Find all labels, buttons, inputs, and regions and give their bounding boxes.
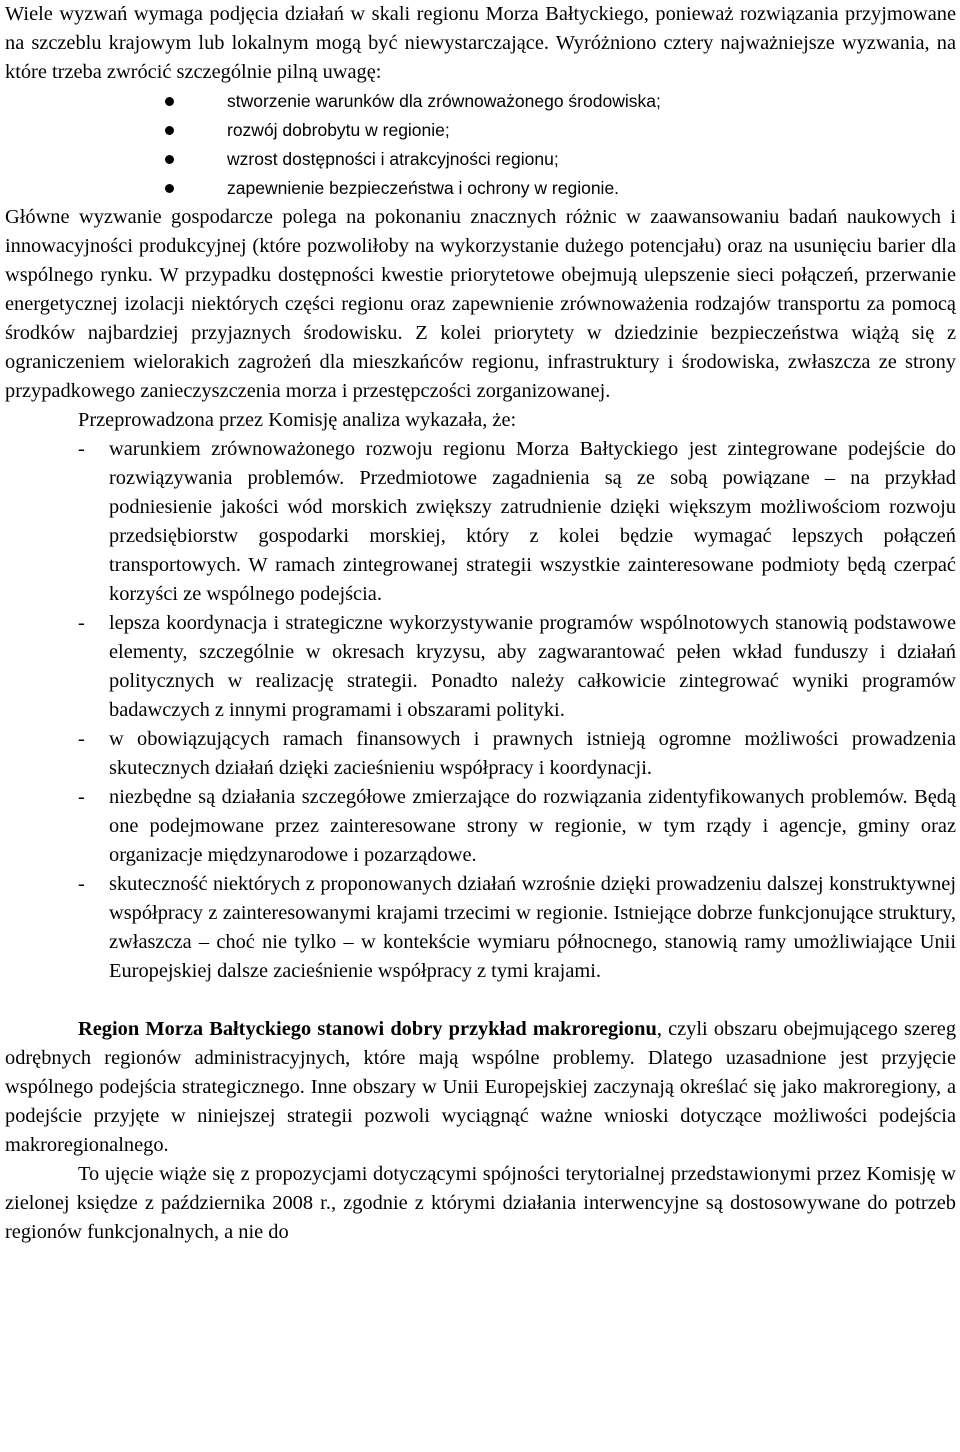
bullet-icon (165, 97, 174, 106)
challenges-list (5, 87, 956, 203)
findings-list (5, 435, 956, 986)
macroregion-text: , czyli obszaru obejmującego szereg odrębnych regionów administracyjnych, które mają wspólne problemy. Dlatego uzasadnione jest przyjęcie wspólnego podejścia strategicznego. Inne obszary w Unii Europejskiej zaczynają określać się jako makroregiony, a podejście przyjęte w niniejszej strategii pozwoli wyciągnąć ważne wnioski dotyczące możliwości podejścia makroregionalnego. (5, 1018, 957, 1156)
list-item: - warunkiem zrównoważonego rozwoju regionu Morza Bałtyckiego jest zintegrowane podejście do rozwiązywania problemów. Przedmiotowe zagadnienia są ze sobą powiązane – na przykład podniesienie jakości wód morskich zwiększy zatrudnienie dzięki większym możliwościom rozwoju przedsiębiorstw gospodarki morskiej, który z kolei będzie wymagać lepszych połączeń transportowych. W ramach zintegrowanej strategii wszystkie zainteresowane podmioty będą czerpać korzyści ze wspólnego podejścia. (5, 435, 956, 609)
list-item: zapewnienie bezpieczeństwa i ochrony w regionie. (5, 174, 956, 203)
intro-paragraph: Wiele wyzwań wymaga podjęcia działań w skali regionu Morza Bałtyckiego, ponieważ rozwiązania przyjmowane na szczeblu krajowym lub lokalnym mogą być niewystarczające. Wyróżniono cztery najważniejsze wyzwania, na które trzeba zwrócić szczególnie pilną uwagę: (5, 3, 956, 83)
bullet-icon (165, 155, 174, 164)
list-item: - niezbędne są działania szczegółowe zmierzające do rozwiązania zidentyfikowanych problemów. Będą one podejmowane przez zainteresowane strony w regionie, w tym rządy i agencje, gminy oraz organizacje międzynarodowe i pozarządowe. (5, 783, 956, 870)
macroregion-paragraph (5, 1015, 956, 1160)
list-item: - lepsza koordynacja i strategiczne wykorzystywanie programów wspólnotowych stanowią podstawowe elementy, szczególnie w okresach kryzysu, aby zagwarantować pełen wkład funduszy i działań politycznych w realizację strategii. Ponadto należy całkowicie zintegrować wyniki programów badawczych z innymi programami i obszarami polityki. (5, 609, 956, 725)
dash-marker: - (78, 786, 85, 808)
list-item: - w obowiązujących ramach finansowych i prawnych istnieją ogromne możliwości prowadzenia skutecznych działań dzięki zacieśnieniu współpracy i koordynacji. (5, 725, 956, 783)
list-item: rozwój dobrobytu w regionie; (5, 116, 956, 145)
macroregion-bold-lead: Region Morza Bałtyckiego stanowi dobry przykład makroregionu (78, 1018, 657, 1040)
dash-marker: - (78, 728, 85, 750)
dash-marker: - (78, 438, 85, 460)
document-page (5, 0, 956, 1247)
dash-marker: - (78, 873, 85, 895)
list-item: stworzenie warunków dla zrównoważonego środowiska; (5, 87, 956, 116)
paragraph-gap (5, 986, 956, 1015)
challenges-detail-paragraph: Główne wyzwanie gospodarcze polega na pokonaniu znacznych różnic w zaawansowaniu badań naukowych i innowacyjności produkcyjnej (które pozwoliłoby na wykorzystanie dużego potencjału) oraz na usunięciu barier dla wspólnego rynku. W przypadku dostępności kwestie priorytetowe obejmują ulepszenie sieci połączeń, przerwanie energetycznej izolacji niektórych części regionu oraz zapewnienie zrównoważenia rodzajów transportu za pomocą środków najbardziej przyjaznych środowisku. Z kolei priorytety w dziedzinie bezpieczeństwa wiążą się z ograniczeniem wielorakich zagrożeń dla mieszkańców regionu, infrastruktury i środowiska, zwłaszcza ze strony przypadkowego zanieczyszczenia morza i przestępczości zorganizowanej. (5, 206, 956, 402)
cohesion-paragraph: To ujęcie wiąże się z propozycjami dotyczącymi spójności terytorialnej przedstawionymi przez Komisję w zielonej księdze z października 2008 r., zgodnie z którymi działania interwencyjne są dostosowywane do potrzeb regionów funkcjonalnych, a nie do (5, 1163, 956, 1243)
analysis-lead-paragraph: Przeprowadzona przez Komisję analiza wykazała, że: (78, 409, 517, 431)
list-item: - skuteczność niektórych z proponowanych działań wzrośnie dzięki prowadzeniu dalszej konstruktywnej współpracy z zainteresowanymi krajami trzecimi w regionie. Istniejące dobrze funkcjonujące struktury, zwłaszcza – choć nie tylko – w kontekście wymiaru północnego, stanowią ramy umożliwiające Unii Europejskiej dalsze zacieśnienie współpracy z tymi krajami. (5, 870, 956, 986)
bullet-icon (165, 184, 174, 193)
bullet-icon (165, 126, 174, 135)
dash-marker: - (78, 612, 85, 634)
list-item: wzrost dostępności i atrakcyjności regionu; (5, 145, 956, 174)
